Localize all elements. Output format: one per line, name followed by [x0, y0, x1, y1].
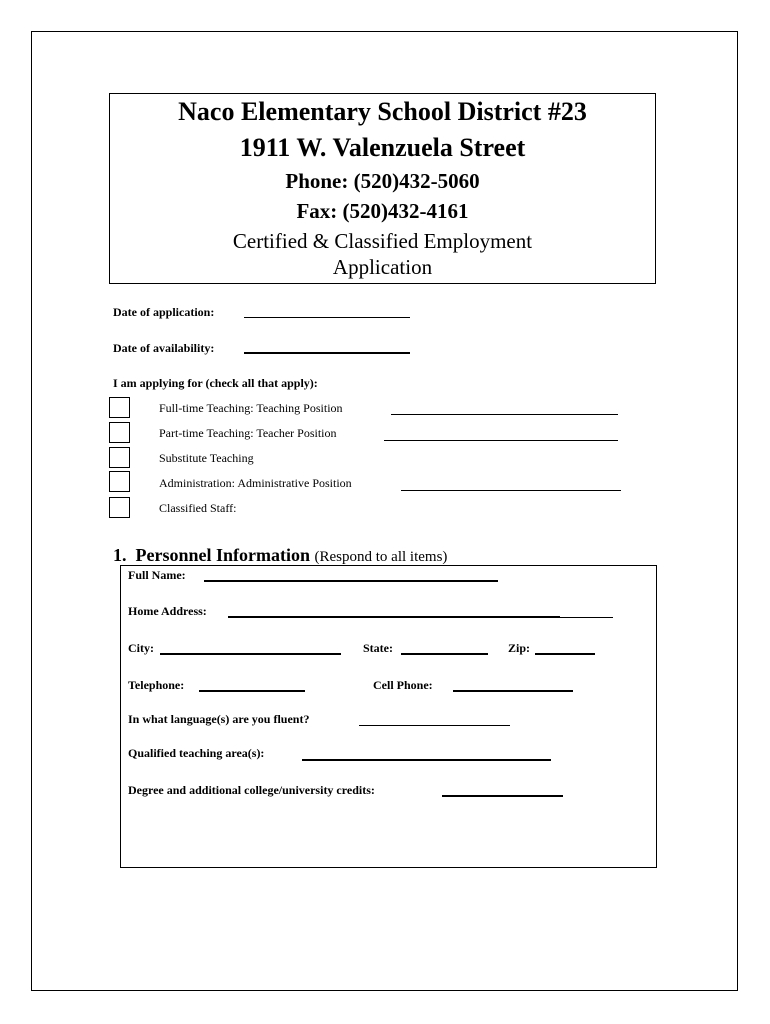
home-address-field[interactable] [228, 616, 560, 618]
checkbox-substitute[interactable] [109, 447, 130, 468]
date-of-availability-field[interactable] [244, 352, 410, 354]
part-time-position-field[interactable] [384, 440, 618, 441]
teaching-area-field[interactable] [302, 759, 551, 761]
section-note: (Respond to all items) [314, 549, 448, 565]
section-1-heading [113, 545, 447, 567]
languages-field[interactable] [359, 725, 510, 726]
home-address-label: Home Address: [128, 604, 207, 618]
full-time-position-field[interactable] [391, 414, 618, 415]
full-name-label: Full Name: [128, 568, 186, 582]
option-part-time-label: Part-time Teaching: Teacher Position [159, 426, 337, 440]
applying-for-prompt: I am applying for (check all that apply): [113, 376, 318, 390]
phone-number: Phone: (520)432-5060 [285, 169, 480, 193]
city-field[interactable] [160, 653, 341, 655]
home-address-field-ext[interactable] [560, 617, 613, 618]
form-title-line2: Application [332, 255, 433, 279]
date-of-application-label: Date of application: [113, 305, 215, 319]
district-name: Naco Elementary School District #23 [178, 97, 587, 126]
option-classified-staff-label: Classified Staff: [159, 501, 237, 515]
date-of-availability-label: Date of availability: [113, 341, 215, 355]
section-number: 1. [113, 545, 127, 565]
degree-credits-label: Degree and additional college/university credits: [128, 783, 375, 797]
checkbox-part-time[interactable] [109, 422, 130, 443]
header-box [109, 93, 656, 284]
cell-phone-label: Cell Phone: [373, 678, 433, 692]
fax-number: Fax: (520)432-4161 [296, 199, 469, 223]
telephone-label: Telephone: [128, 678, 185, 692]
city-label: City: [128, 641, 154, 655]
degree-credits-field[interactable] [442, 795, 563, 797]
cell-phone-field[interactable] [453, 690, 573, 692]
full-name-field[interactable] [204, 580, 498, 582]
street-address: 1911 W. Valenzuela Street [239, 133, 526, 162]
option-full-time-label: Full-time Teaching: Teaching Position [159, 401, 343, 415]
zip-label: Zip: [508, 641, 531, 655]
administration-position-field[interactable] [401, 490, 621, 491]
form-title-line1: Certified & Classified Employment [232, 229, 533, 253]
telephone-field[interactable] [199, 690, 305, 692]
languages-label: In what language(s) are you fluent? [128, 712, 310, 726]
checkbox-full-time[interactable] [109, 397, 130, 418]
state-field[interactable] [401, 653, 488, 655]
option-substitute-label: Substitute Teaching [159, 451, 254, 465]
section-title: Personnel Information [135, 545, 310, 565]
state-label: State: [363, 641, 393, 655]
option-administration-label: Administration: Administrative Position [159, 476, 352, 490]
date-of-application-field[interactable] [244, 317, 410, 318]
checkbox-administration[interactable] [109, 471, 130, 492]
zip-field[interactable] [535, 653, 595, 655]
checkbox-classified-staff[interactable] [109, 497, 130, 518]
teaching-area-label: Qualified teaching area(s): [128, 746, 265, 760]
